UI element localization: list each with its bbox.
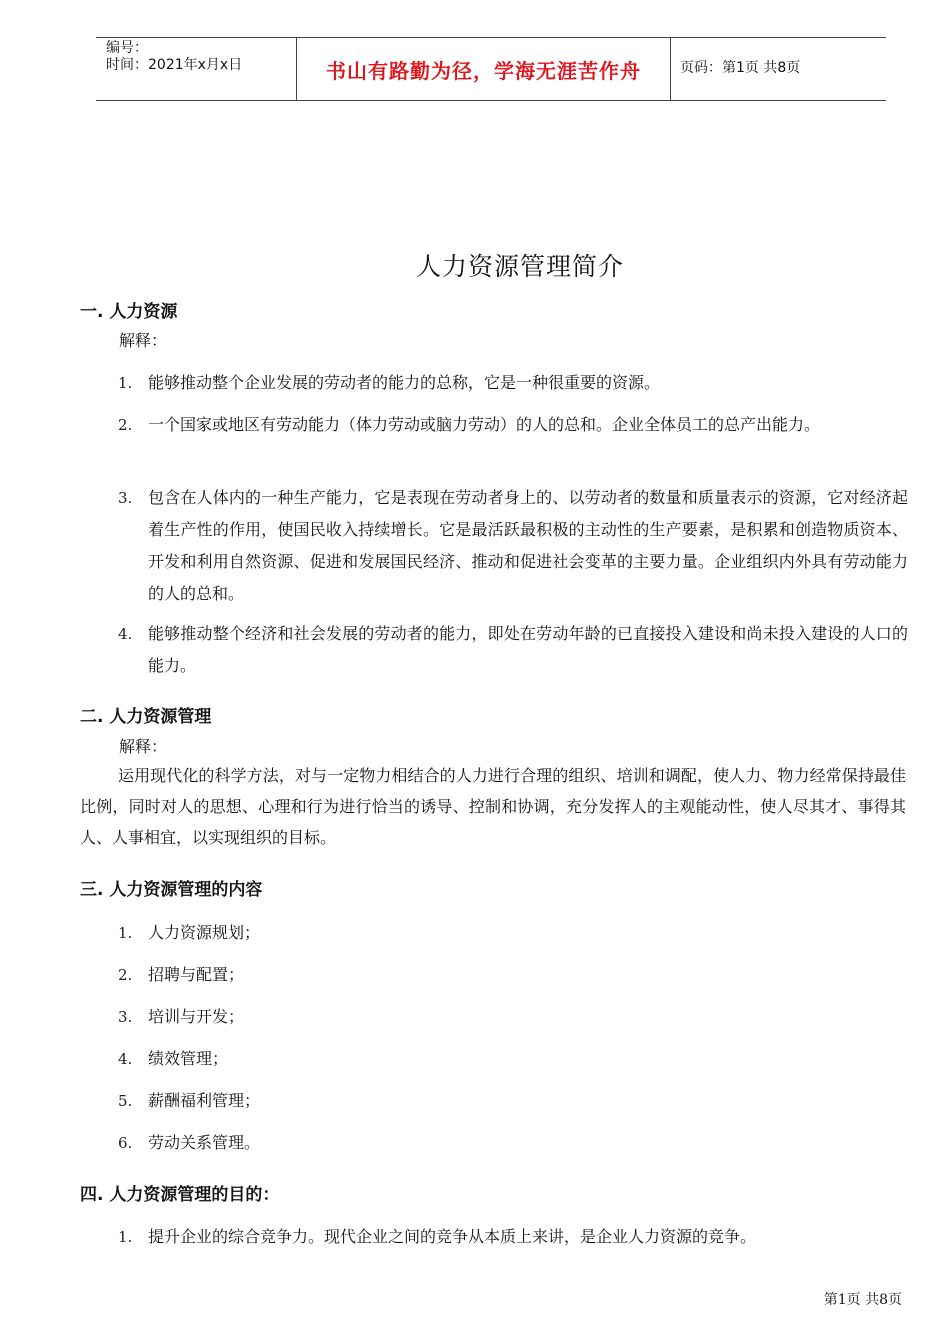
page-header xyxy=(96,37,886,101)
section-heading: 三. 人力资源管理的内容 xyxy=(80,880,263,900)
list-text: 能够推动整个经济和社会发展的劳动者的能力，即处在劳动年龄的已直接投入建设和尚未投入建设的人口的能力。 xyxy=(148,624,908,675)
list-text: 一个国家或地区有劳动能力（体力劳动或脑力劳动）的人的总和。企业全体员工的总产出能力。 xyxy=(148,415,821,434)
list-item xyxy=(118,917,908,949)
list-number: 3. xyxy=(118,489,133,507)
list-item xyxy=(118,1043,908,1075)
list-item xyxy=(118,482,908,610)
list-text: 提升企业的综合竞争力。现代企业之间的竞争从本质上来讲，是企业人力资源的竞争。 xyxy=(148,1227,757,1246)
list-item xyxy=(118,618,908,682)
list-item xyxy=(118,367,908,399)
list-text: 劳动关系管理。 xyxy=(148,1133,261,1152)
document-title: 人力资源管理简介 xyxy=(415,252,624,281)
list-number: 4. xyxy=(118,625,133,643)
section-heading: 一. 人力资源 xyxy=(80,302,178,322)
list-text: 培训与开发； xyxy=(148,1007,245,1026)
list-text: 绩效管理； xyxy=(148,1049,229,1068)
section-heading: 二. 人力资源管理 xyxy=(80,707,212,727)
list-item xyxy=(118,1127,908,1159)
header-divider xyxy=(670,38,671,100)
section-paragraph: 运用现代化的科学方法，对与一定物力相结合的人力进行合理的组织、培训和调配，使人力、物力经常保持最佳比例，同时对人的思想、心理和行为进行恰当的诱导、控制和协调，充分发挥人的主观能动性，使人尽其才、事得其人、人事相宜，以实现组织的目标。 xyxy=(80,766,906,847)
list-item xyxy=(118,1001,908,1033)
list-item xyxy=(118,959,908,991)
page-footer: 第1页 共8页 xyxy=(823,1292,902,1308)
list-number: 1. xyxy=(118,1228,133,1246)
list-number: 5. xyxy=(118,1092,133,1110)
list-number: 2. xyxy=(118,416,133,434)
list-number: 2. xyxy=(118,966,133,984)
list-number: 3. xyxy=(118,1008,133,1026)
list-item xyxy=(118,1221,908,1253)
list-text: 包含在人体内的一种生产能力，它是表现在劳动者身上的、以劳动者的数量和质量表示的资源，它对经济起着生产性的作用，使国民收入持续增长。它是最活跃最积极的主动性的生产要素，是积累和创造物质资本、开发和利用自然资源、促进和发展国民经济、推动和促进社会变革的主要力量。企业组织内外具有劳动能力的人的总和。 xyxy=(148,488,908,603)
explain-label: 解释： xyxy=(119,737,168,756)
header-motto: 书山有路勤为径，学海无涯苦作舟 xyxy=(326,58,641,83)
explain-label: 解释： xyxy=(119,331,168,350)
list-text: 薪酬福利管理； xyxy=(148,1091,261,1110)
list-number: 4. xyxy=(118,1050,133,1068)
list-number: 6. xyxy=(118,1134,133,1152)
time-label: 时间：2021年x月x日 xyxy=(106,57,243,73)
header-page-info: 页码：第1页 共8页 xyxy=(680,60,801,76)
list-item xyxy=(118,409,908,441)
number-label: 编号： xyxy=(106,40,148,56)
list-text: 人力资源规划； xyxy=(148,923,261,942)
list-text: 能够推动整个企业发展的劳动者的能力的总称，它是一种很重要的资源。 xyxy=(148,373,661,392)
list-number: 1. xyxy=(118,924,133,942)
list-item xyxy=(118,1085,908,1117)
list-number: 1. xyxy=(118,374,133,392)
header-meta xyxy=(106,40,296,74)
section-heading: 四. 人力资源管理的目的： xyxy=(80,1185,280,1205)
list-text: 招聘与配置； xyxy=(148,965,245,984)
